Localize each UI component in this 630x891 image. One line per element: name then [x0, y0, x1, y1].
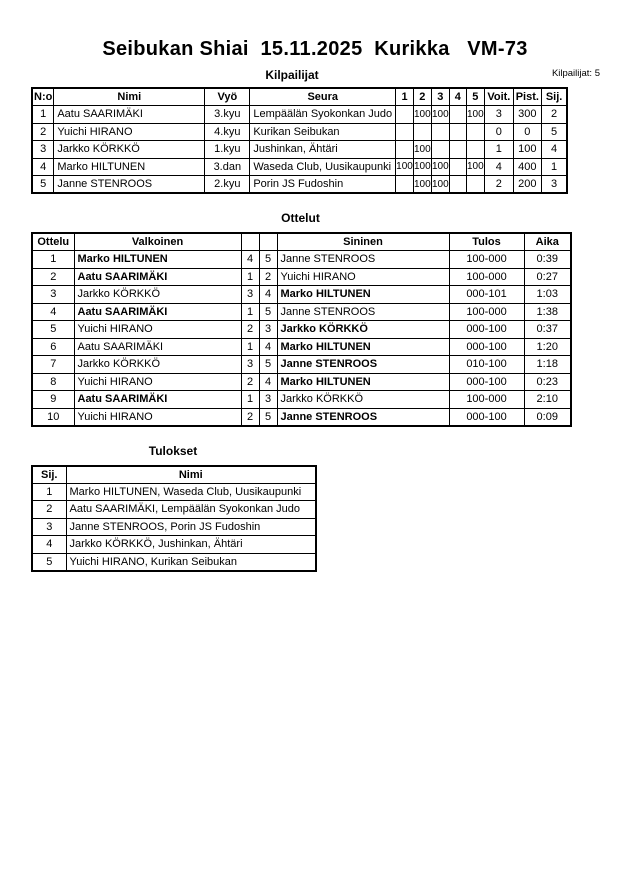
cell-blue-number: 2	[259, 268, 277, 286]
cell-score-1: 100	[396, 158, 414, 176]
cell-blue-name: Marko HILTUNEN	[277, 338, 449, 356]
cell-no: 4	[32, 158, 54, 176]
cell-white-number: 1	[241, 303, 259, 321]
table-row	[32, 501, 316, 519]
th-opp-3: 3	[431, 88, 449, 106]
cell-no: 5	[32, 176, 54, 194]
cell-nimi: Yuichi HIRANO	[54, 123, 205, 141]
table-row	[32, 251, 571, 269]
cell-seura: Kurikan Seibukan	[250, 123, 396, 141]
cell-blue-number: 5	[259, 303, 277, 321]
cell-blue-name: Janne STENROOS	[277, 356, 449, 374]
cell-score-5: 100	[466, 158, 484, 176]
table-row	[32, 141, 567, 159]
cell-aika: 1:18	[524, 356, 571, 374]
th-valkoinen: Valkoinen	[74, 233, 241, 251]
cell-vyo: 3.dan	[205, 158, 250, 176]
cell-score-4	[449, 123, 466, 141]
tulokset-section-title: Tulokset	[148, 443, 198, 458]
cell-match-no: 9	[32, 391, 74, 409]
cell-tulos: 000-100	[449, 321, 524, 339]
table-row	[32, 338, 571, 356]
cell-pist: 0	[513, 123, 541, 141]
th-sij: Sij.	[32, 466, 66, 484]
cell-blue-number: 3	[259, 391, 277, 409]
cell-white-number: 3	[241, 286, 259, 304]
cell-score-3: 100	[431, 158, 449, 176]
table-row	[32, 553, 316, 571]
table-row	[32, 321, 571, 339]
table-row	[32, 373, 571, 391]
cell-aika: 0:09	[524, 408, 571, 426]
table-row	[32, 268, 571, 286]
page-title: Seibukan Shiai 15.11.2025 Kurikka VM-73	[102, 38, 528, 60]
table-row	[32, 356, 571, 374]
cell-blue-number: 4	[259, 286, 277, 304]
cell-blue-name: Janne STENROOS	[277, 303, 449, 321]
cell-match-no: 7	[32, 356, 74, 374]
cell-white-name: Yuichi HIRANO	[74, 373, 241, 391]
cell-tulos: 100-000	[449, 268, 524, 286]
table-row	[32, 518, 316, 536]
th-pist: Pist.	[513, 88, 541, 106]
table-row	[32, 408, 571, 426]
cell-vyo: 4.kyu	[205, 123, 250, 141]
cell-name-club: Janne STENROOS, Porin JS Fudoshin	[66, 518, 316, 536]
cell-rank: 2	[32, 501, 66, 519]
th-aika: Aika	[524, 233, 571, 251]
cell-blue-name: Jarkko KÖRKKÖ	[277, 321, 449, 339]
cell-blue-name: Janne STENROOS	[277, 251, 449, 269]
th-voit: Voit.	[484, 88, 513, 106]
th-tulos: Tulos	[449, 233, 524, 251]
cell-nimi: Aatu SAARIMÄKI	[54, 106, 205, 124]
cell-match-no: 3	[32, 286, 74, 304]
cell-white-number: 2	[241, 408, 259, 426]
cell-score-3: 100	[431, 176, 449, 194]
table-row	[32, 536, 316, 554]
cell-name-club: Yuichi HIRANO, Kurikan Seibukan	[66, 553, 316, 571]
cell-name-club: Aatu SAARIMÄKI, Lempäälän Syokonkan Judo	[66, 501, 316, 519]
cell-score-1	[396, 141, 414, 159]
cell-score-4	[449, 141, 466, 159]
th-opp-4: 4	[449, 88, 466, 106]
cell-vyo: 3.kyu	[205, 106, 250, 124]
standings-table	[31, 465, 317, 572]
cell-blue-name: Yuichi HIRANO	[277, 268, 449, 286]
cell-white-name: Jarkko KÖRKKÖ	[74, 286, 241, 304]
cell-seura: Waseda Club, Uusikaupunki	[250, 158, 396, 176]
cell-blue-name: Jarkko KÖRKKÖ	[277, 391, 449, 409]
cell-tulos: 100-000	[449, 251, 524, 269]
cell-score-2: 100	[413, 158, 431, 176]
kilpailijat-section-title: Kilpailijat	[265, 68, 319, 82]
table-row	[32, 286, 571, 304]
cell-match-no: 6	[32, 338, 74, 356]
cell-match-no: 4	[32, 303, 74, 321]
th-opp-5: 5	[466, 88, 484, 106]
cell-voit: 2	[484, 176, 513, 194]
cell-tulos: 000-100	[449, 408, 524, 426]
th-nimi: Nimi	[54, 88, 205, 106]
cell-score-5	[466, 176, 484, 194]
cell-blue-number: 5	[259, 408, 277, 426]
cell-score-3: 100	[431, 106, 449, 124]
table-row	[32, 106, 567, 124]
cell-score-5	[466, 123, 484, 141]
cell-score-5	[466, 141, 484, 159]
cell-score-4	[449, 106, 466, 124]
cell-score-4	[449, 158, 466, 176]
cell-voit: 0	[484, 123, 513, 141]
cell-tulos: 010-100	[449, 356, 524, 374]
cell-no: 2	[32, 123, 54, 141]
competitors-count: Kilpailijat: 5	[551, 68, 600, 79]
cell-match-no: 8	[32, 373, 74, 391]
th-nimi: Nimi	[66, 466, 316, 484]
cell-score-3	[431, 123, 449, 141]
ottelut-section-title: Ottelut	[281, 211, 320, 225]
th-ottelu: Ottelu	[32, 233, 74, 251]
cell-nimi: Marko HILTUNEN	[54, 158, 205, 176]
cell-score-3	[431, 141, 449, 159]
cell-rank: 4	[32, 536, 66, 554]
cell-no: 1	[32, 106, 54, 124]
cell-voit: 1	[484, 141, 513, 159]
table-row	[32, 391, 571, 409]
cell-white-name: Yuichi HIRANO	[74, 321, 241, 339]
cell-score-1	[396, 176, 414, 194]
cell-pist: 300	[513, 106, 541, 124]
cell-white-number: 1	[241, 268, 259, 286]
matches-table	[31, 232, 572, 427]
cell-name-club: Jarkko KÖRKKÖ, Jushinkan, Ähtäri	[66, 536, 316, 554]
cell-no: 3	[32, 141, 54, 159]
cell-sij: 5	[541, 123, 567, 141]
th-sininen: Sininen	[277, 233, 449, 251]
cell-vyo: 2.kyu	[205, 176, 250, 194]
cell-white-number: 1	[241, 391, 259, 409]
th-opp-1: 1	[396, 88, 414, 106]
th-sij: Sij.	[541, 88, 567, 106]
cell-seura: Porin JS Fudoshin	[250, 176, 396, 194]
cell-blue-number: 4	[259, 373, 277, 391]
cell-aika: 1:38	[524, 303, 571, 321]
cell-aika: 0:39	[524, 251, 571, 269]
cell-aika: 2:10	[524, 391, 571, 409]
cell-blue-number: 3	[259, 321, 277, 339]
cell-sij: 2	[541, 106, 567, 124]
cell-blue-number: 5	[259, 251, 277, 269]
cell-seura: Lempäälän Syokonkan Judo	[250, 106, 396, 124]
th-seura: Seura	[250, 88, 396, 106]
cell-rank: 5	[32, 553, 66, 571]
cell-aika: 0:37	[524, 321, 571, 339]
cell-match-no: 1	[32, 251, 74, 269]
cell-white-number: 2	[241, 321, 259, 339]
th-vyo: Vyö	[205, 88, 250, 106]
cell-sij: 1	[541, 158, 567, 176]
cell-aika: 0:27	[524, 268, 571, 286]
cell-score-1	[396, 106, 414, 124]
cell-voit: 3	[484, 106, 513, 124]
cell-score-4	[449, 176, 466, 194]
table-row	[32, 158, 567, 176]
cell-score-2	[413, 123, 431, 141]
cell-match-no: 10	[32, 408, 74, 426]
cell-white-name: Aatu SAARIMÄKI	[74, 303, 241, 321]
table-row	[32, 123, 567, 141]
cell-voit: 4	[484, 158, 513, 176]
cell-pist: 100	[513, 141, 541, 159]
cell-white-number: 1	[241, 338, 259, 356]
cell-sij: 4	[541, 141, 567, 159]
cell-score-1	[396, 123, 414, 141]
cell-nimi: Janne STENROOS	[54, 176, 205, 194]
cell-white-name: Aatu SAARIMÄKI	[74, 338, 241, 356]
competitors-header-row	[32, 88, 567, 106]
cell-tulos: 100-000	[449, 391, 524, 409]
cell-score-2: 100	[413, 141, 431, 159]
cell-white-name: Yuichi HIRANO	[74, 408, 241, 426]
th-opp-2: 2	[413, 88, 431, 106]
cell-score-2: 100	[413, 176, 431, 194]
th-white-number	[241, 233, 259, 251]
cell-blue-name: Marko HILTUNEN	[277, 286, 449, 304]
cell-score-2: 100	[413, 106, 431, 124]
cell-rank: 3	[32, 518, 66, 536]
cell-tulos: 100-000	[449, 303, 524, 321]
cell-pist: 200	[513, 176, 541, 194]
competitors-table	[31, 87, 568, 194]
cell-white-name: Aatu SAARIMÄKI	[74, 391, 241, 409]
cell-white-name: Jarkko KÖRKKÖ	[74, 356, 241, 374]
cell-aika: 1:20	[524, 338, 571, 356]
cell-blue-number: 4	[259, 338, 277, 356]
cell-white-number: 4	[241, 251, 259, 269]
cell-white-name: Marko HILTUNEN	[74, 251, 241, 269]
cell-white-name: Aatu SAARIMÄKI	[74, 268, 241, 286]
th-no: N:o	[32, 88, 54, 106]
cell-vyo: 1.kyu	[205, 141, 250, 159]
cell-rank: 1	[32, 483, 66, 501]
table-row	[32, 176, 567, 194]
cell-blue-name: Marko HILTUNEN	[277, 373, 449, 391]
cell-blue-number: 5	[259, 356, 277, 374]
cell-sij: 3	[541, 176, 567, 194]
cell-white-number: 2	[241, 373, 259, 391]
cell-aika: 1:03	[524, 286, 571, 304]
cell-pist: 400	[513, 158, 541, 176]
cell-tulos: 000-100	[449, 338, 524, 356]
cell-tulos: 000-101	[449, 286, 524, 304]
cell-name-club: Marko HILTUNEN, Waseda Club, Uusikaupunki	[66, 483, 316, 501]
cell-match-no: 2	[32, 268, 74, 286]
table-row	[32, 483, 316, 501]
table-row	[32, 303, 571, 321]
th-blue-number	[259, 233, 277, 251]
standings-header-row	[32, 466, 316, 484]
cell-tulos: 000-100	[449, 373, 524, 391]
matches-header-row	[32, 233, 571, 251]
cell-blue-name: Janne STENROOS	[277, 408, 449, 426]
cell-aika: 0:23	[524, 373, 571, 391]
cell-white-number: 3	[241, 356, 259, 374]
cell-seura: Jushinkan, Ähtäri	[250, 141, 396, 159]
cell-match-no: 5	[32, 321, 74, 339]
cell-score-5: 100	[466, 106, 484, 124]
cell-nimi: Jarkko KÖRKKÖ	[54, 141, 205, 159]
